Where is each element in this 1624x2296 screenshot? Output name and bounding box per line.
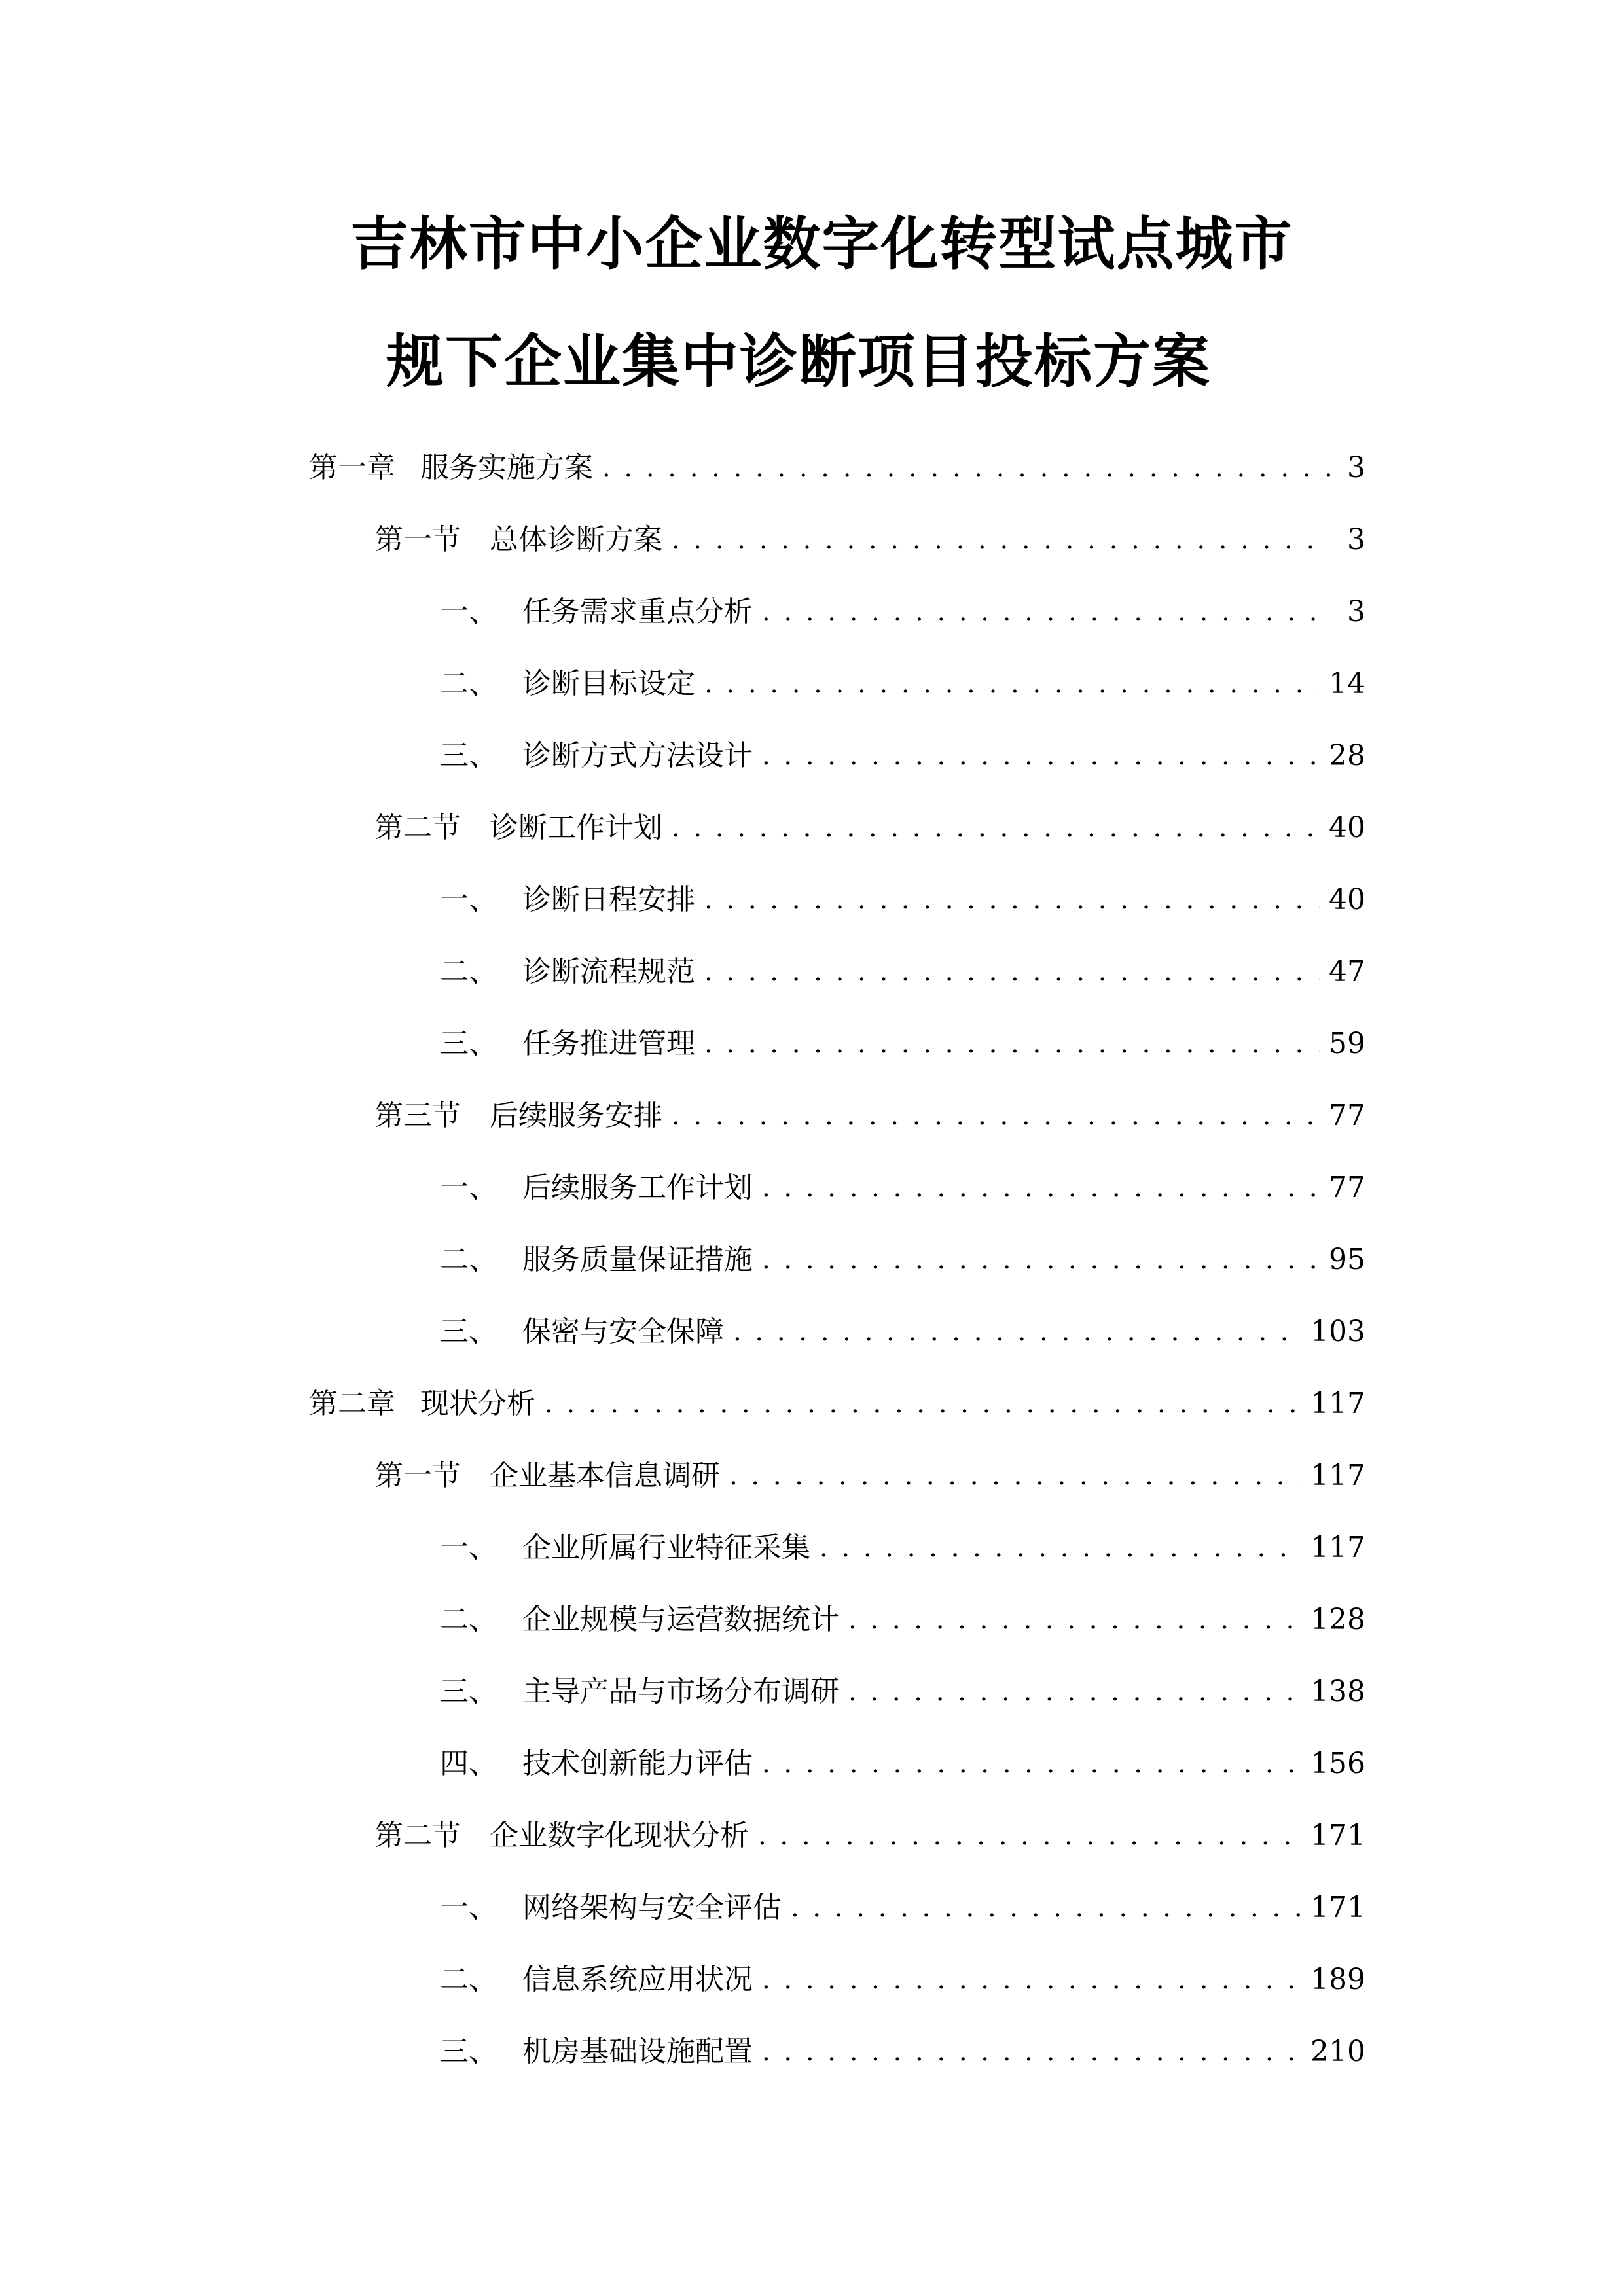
toc-entry[interactable]: [440, 1597, 1365, 1643]
toc-entry-page-number: 14: [1329, 667, 1365, 700]
toc-entry-page-number: 117: [1310, 1459, 1365, 1492]
toc-entry-number: 第二节: [374, 811, 461, 844]
toc-entry[interactable]: [440, 1669, 1365, 1715]
toc-dot-leader: [762, 589, 1330, 635]
toc-entry-page-number: 47: [1329, 955, 1365, 988]
toc-entry-title: 技术创新能力评估: [522, 1747, 753, 1780]
toc-dot-leader: [762, 1165, 1320, 1211]
toc-entry-title: 诊断方式方法设计: [522, 739, 753, 772]
toc-entry-page-number: 28: [1329, 739, 1365, 772]
toc-entry[interactable]: [374, 1093, 1365, 1139]
toc-dot-leader: [762, 733, 1320, 779]
toc-entry-number: 二、: [440, 1963, 497, 1996]
toc-entry[interactable]: [440, 2029, 1365, 2075]
toc-entry-number: 第一节: [374, 1459, 461, 1492]
toc-entry-number: 三、: [440, 2035, 497, 2068]
toc-entry[interactable]: [440, 1237, 1365, 1283]
toc-entry-number: 一、: [440, 1171, 497, 1204]
toc-entry-title: 诊断目标设定: [522, 667, 695, 700]
toc-entry-title: 服务实施方案: [420, 451, 593, 484]
toc-entry[interactable]: [374, 517, 1365, 563]
toc-dot-leader: [762, 1957, 1301, 2003]
toc-entry-number: 三、: [440, 1315, 497, 1348]
toc-entry-number: 二、: [440, 667, 497, 700]
toc-entry-title: 诊断流程规范: [522, 955, 695, 988]
toc-entry-page-number: 77: [1329, 1099, 1365, 1132]
toc-entry[interactable]: [440, 1957, 1365, 2003]
toc-entry-number: 二、: [440, 1243, 497, 1276]
toc-dot-leader: [791, 1885, 1301, 1931]
toc-entry-number: 三、: [440, 1027, 497, 1060]
toc-entry-number: 四、: [440, 1747, 497, 1780]
toc-dot-leader: [602, 445, 1330, 491]
toc-entry-title: 网络架构与安全评估: [522, 1891, 782, 1924]
toc-entry-number: 三、: [440, 739, 497, 772]
toc-dot-leader: [848, 1597, 1301, 1643]
toc-entry-title: 机房基础设施配置: [522, 2035, 753, 2068]
toc-entry-number: 一、: [440, 883, 497, 916]
toc-entry-title: 企业规模与运营数据统计: [522, 1603, 839, 1636]
toc-entry-number: 第一章: [309, 451, 395, 484]
toc-entry-number: 一、: [440, 1531, 497, 1564]
toc-entry[interactable]: [440, 949, 1365, 995]
toc-dot-leader: [762, 1237, 1320, 1283]
toc-entry-number: 第二章: [309, 1387, 395, 1420]
toc-dot-leader: [729, 1453, 1301, 1499]
toc-entry-page-number: 3: [1347, 523, 1365, 556]
toc-entry-page-number: 138: [1310, 1675, 1365, 1708]
toc-entry[interactable]: [440, 877, 1365, 923]
toc-entry-page-number: 210: [1310, 2035, 1365, 2068]
toc-entry[interactable]: [440, 733, 1365, 779]
toc-entry-title: 任务需求重点分析: [522, 595, 753, 628]
toc-entry-page-number: 40: [1329, 883, 1365, 916]
toc-entry-page-number: 189: [1310, 1963, 1365, 1996]
toc-entry-page-number: 40: [1329, 811, 1365, 844]
toc-entry-title: 现状分析: [420, 1387, 535, 1420]
toc-dot-leader: [848, 1669, 1301, 1715]
toc-entry[interactable]: [440, 661, 1365, 707]
toc-entry-title: 信息系统应用状况: [522, 1963, 753, 1996]
toc-entry-title: 服务质量保证措施: [522, 1243, 753, 1276]
toc-entry[interactable]: [309, 445, 1365, 491]
toc-entry[interactable]: [374, 1813, 1365, 1859]
toc-entry-title: 后续服务工作计划: [522, 1171, 753, 1204]
toc-entry-title: 保密与安全保障: [522, 1315, 724, 1348]
toc-entry[interactable]: [440, 1741, 1365, 1787]
toc-entry[interactable]: [440, 1525, 1365, 1571]
toc-entry-title: 企业基本信息调研: [490, 1459, 720, 1492]
toc-dot-leader: [820, 1525, 1301, 1571]
toc-entry-title: 企业所属行业特征采集: [522, 1531, 810, 1564]
toc-entry-number: 二、: [440, 955, 497, 988]
toc-entry-title: 总体诊断方案: [490, 523, 662, 556]
toc-entry[interactable]: [440, 1885, 1365, 1931]
toc-entry-number: 一、: [440, 595, 497, 628]
toc-entry-title: 诊断工作计划: [490, 811, 662, 844]
toc-entry-title: 企业数字化现状分析: [490, 1819, 749, 1852]
toc-entry-page-number: 3: [1347, 595, 1365, 628]
toc-entry-title: 主导产品与市场分布调研: [522, 1675, 839, 1708]
toc-entry-page-number: 117: [1310, 1531, 1365, 1564]
toc-dot-leader: [704, 1021, 1320, 1067]
toc-entry-number: 二、: [440, 1603, 497, 1636]
toc-entry-page-number: 103: [1310, 1315, 1365, 1348]
toc-dot-leader: [704, 949, 1320, 995]
toc-dot-leader: [758, 1813, 1301, 1859]
toc-entry-number: 第二节: [374, 1819, 461, 1852]
toc-entry-page-number: 77: [1329, 1171, 1365, 1204]
toc-entry-page-number: 156: [1310, 1747, 1365, 1780]
toc-entry-page-number: 59: [1329, 1027, 1365, 1060]
toc-entry-title: 后续服务安排: [490, 1099, 662, 1132]
toc-entry-number: 三、: [440, 1675, 497, 1708]
toc-entry-page-number: 171: [1310, 1891, 1365, 1924]
toc-entry[interactable]: [440, 1021, 1365, 1067]
toc-dot-leader: [762, 1741, 1301, 1787]
toc-entry-page-number: 95: [1329, 1243, 1365, 1276]
toc-dot-leader: [733, 1309, 1301, 1355]
toc-entry-page-number: 117: [1310, 1387, 1365, 1420]
toc-entry-number: 一、: [440, 1891, 497, 1924]
toc-entry[interactable]: [440, 1309, 1365, 1355]
toc-dot-leader: [704, 877, 1320, 923]
toc-entry-title: 诊断日程安排: [522, 883, 695, 916]
toc-entry-number: 第三节: [374, 1099, 461, 1132]
toc-dot-leader: [672, 1093, 1320, 1139]
toc-entry[interactable]: [309, 1381, 1365, 1427]
toc-entry[interactable]: [374, 1453, 1365, 1499]
toc-dot-leader: [704, 661, 1320, 707]
toc-dot-leader: [545, 1381, 1301, 1427]
toc-entry-page-number: 128: [1310, 1603, 1365, 1636]
toc-entry-page-number: 3: [1347, 451, 1365, 484]
document-title-line-1: 吉林市中小企业数字化转型试点城市: [350, 210, 1293, 278]
toc-entry[interactable]: [440, 589, 1365, 635]
toc-entry-page-number: 171: [1310, 1819, 1365, 1852]
toc-dot-leader: [762, 2029, 1301, 2075]
toc-entry[interactable]: [374, 805, 1365, 851]
toc-entry[interactable]: [440, 1165, 1365, 1211]
toc-entry-title: 任务推进管理: [522, 1027, 695, 1060]
toc-entry-number: 第一节: [374, 523, 461, 556]
toc-dot-leader: [672, 517, 1330, 563]
toc-dot-leader: [672, 805, 1320, 851]
document-title-line-2: 规下企业集中诊断项目投标方案: [386, 328, 1212, 395]
